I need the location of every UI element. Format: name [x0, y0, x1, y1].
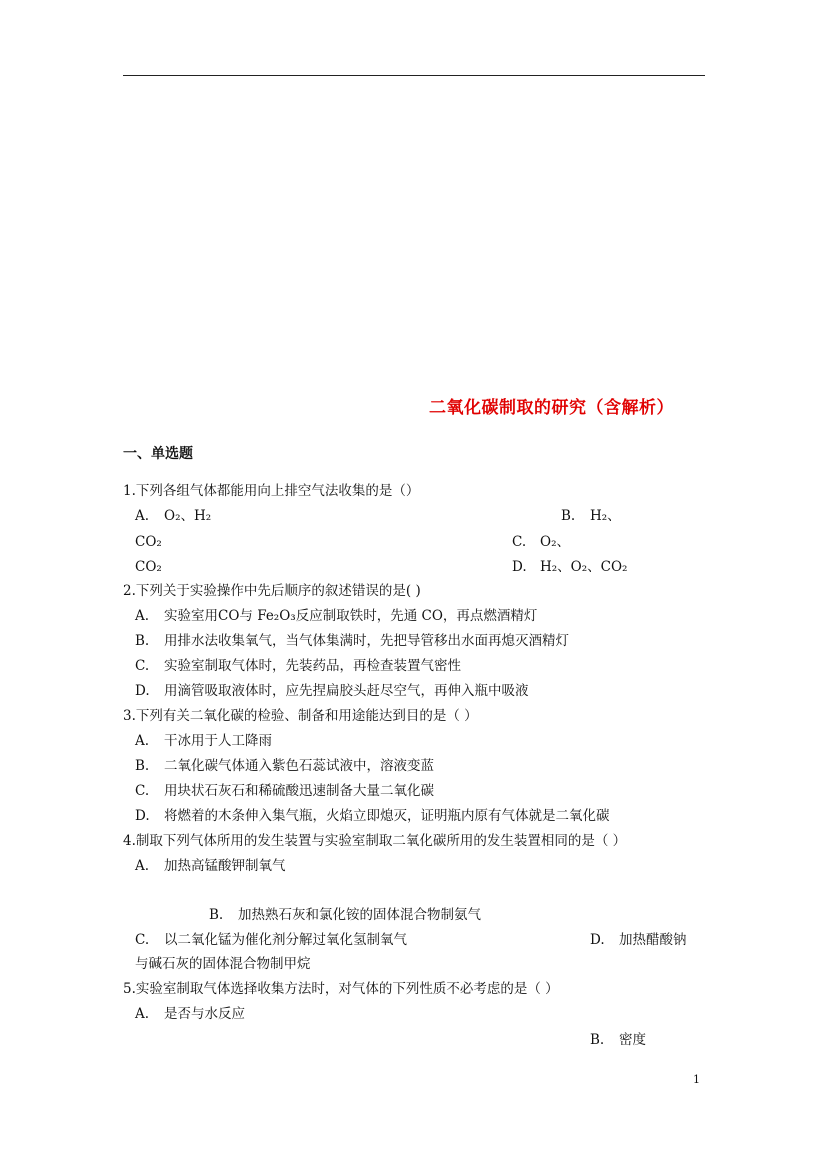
q2-option-a-text: 实验室用CO与 Fe₂O₃反应制取铁时，先通 CO，再点燃酒精灯	[164, 608, 538, 624]
q5-option-b-text: 密度	[619, 1032, 646, 1048]
q3-option-a-text: 干冰用于人工降雨	[164, 733, 272, 749]
q4-option-d-text-cont: 与碱石灰的固体混合物制甲烷	[135, 956, 311, 972]
section-heading: 一、单选题	[123, 446, 193, 462]
q1-option-b-text: H₂、	[590, 508, 621, 524]
q3-option-c-label: C.	[135, 783, 150, 799]
q5-option-a-label: A.	[135, 1006, 150, 1022]
q1-option-d-label: D.	[512, 559, 527, 575]
document-title: 二氧化碳制取的研究（含解析）	[429, 398, 674, 418]
q1-option-b-label: B.	[561, 508, 576, 524]
header-rule	[123, 75, 705, 76]
q4-option-d-text: 加热醋酸钠	[619, 932, 687, 948]
question-4-stem: 4.制取下列气体所用的发生装置与实验室制取二氧化碳所用的发生装置相同的是（ ）	[123, 833, 627, 849]
q1-option-b-text-cont: CO₂	[135, 534, 162, 550]
q2-option-c-label: C.	[135, 658, 150, 674]
q4-option-d-label: D.	[590, 932, 605, 948]
q2-option-b-text: 用排水法收集氧气，当气体集满时，先把导管移出水面再熄灭酒精灯	[164, 633, 569, 649]
question-1-stem: 1.下列各组气体都能用向上排空气法收集的是（）	[123, 483, 420, 499]
q1-option-c-label: C.	[512, 534, 527, 550]
q4-option-b-text: 加热熟石灰和氯化铵的固体混合物制氨气	[238, 907, 481, 923]
q2-option-a-label: A.	[135, 608, 150, 624]
question-3-stem: 3.下列有关二氧化碳的检验、制备和用途能达到目的是（ ）	[123, 708, 478, 724]
q2-option-c-text: 实验室制取气体时，先装药品，再检查装置气密性	[164, 658, 461, 674]
q4-option-c-label: C.	[135, 932, 150, 948]
question-2-stem: 2.下列关于实验操作中先后顺序的叙述错误的是( )	[123, 583, 421, 599]
q1-option-a-label: A.	[135, 508, 150, 524]
q1-option-c-text: O₂、	[540, 534, 570, 550]
q3-option-a-label: A.	[135, 733, 150, 749]
q3-option-d-text: 将燃着的木条伸入集气瓶，火焰立即熄灭，证明瓶内原有气体就是二氧化碳	[164, 808, 610, 824]
q2-option-d-text: 用滴管吸取液体时，应先捏扁胶头赶尽空气，再伸入瓶中吸液	[164, 683, 529, 699]
q4-option-c-text: 以二氧化锰为催化剂分解过氧化氢制氧气	[164, 932, 407, 948]
q3-option-b-text: 二氧化碳气体通入紫色石蕊试液中，溶液变蓝	[164, 758, 434, 774]
q5-option-b-label: B.	[590, 1032, 605, 1048]
q4-option-a-text: 加热高锰酸钾制氧气	[164, 858, 286, 874]
question-5-stem: 5.实验室制取气体选择收集方法时，对气体的下列性质不必考虑的是（ ）	[123, 981, 559, 997]
q1-option-d-text: H₂、O₂、CO₂	[540, 559, 628, 575]
q2-option-b-label: B.	[135, 633, 150, 649]
q5-option-a-text: 是否与水反应	[164, 1006, 245, 1022]
q3-option-b-label: B.	[135, 758, 150, 774]
q3-option-c-text: 用块状石灰石和稀硫酸迅速制备大量二氧化碳	[164, 783, 434, 799]
q4-option-a-label: A.	[135, 858, 150, 874]
page-number: 1	[693, 1073, 700, 1086]
q1-option-c-text-cont: CO₂	[135, 559, 162, 575]
q3-option-d-label: D.	[135, 808, 150, 824]
q2-option-d-label: D.	[135, 683, 150, 699]
q1-option-a-text: O₂、H₂	[164, 508, 212, 524]
q4-option-b-label: B.	[209, 907, 224, 923]
